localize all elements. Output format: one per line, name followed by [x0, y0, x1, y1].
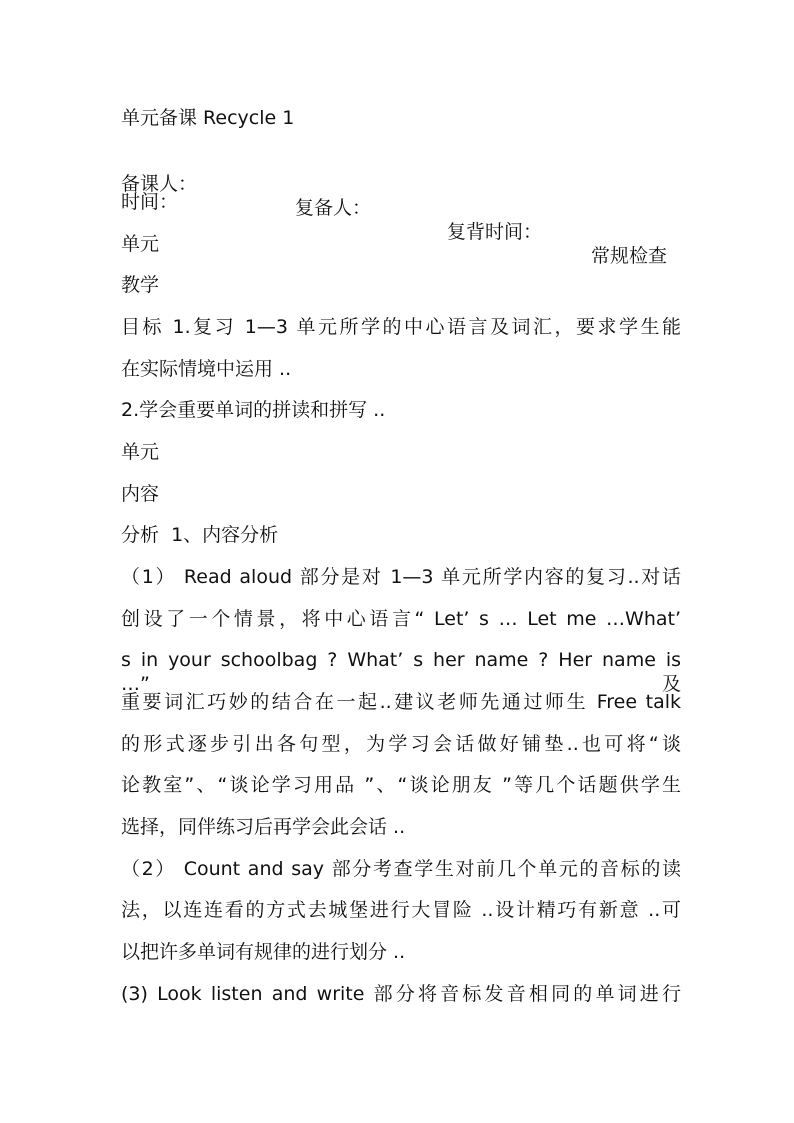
text-line: (3) Look listen and write 部分将音标发音相同的单词进行 [121, 983, 681, 1005]
text-line: 论教室”、“谈论学习用品 ”、“谈论朋友 ”等几个话题供学生 [121, 774, 681, 796]
text-line: 分析 1、内容分析 [121, 524, 279, 546]
review-time-label: 复背时间： [447, 221, 543, 243]
document-title: 单元备课 Recycle 1 [121, 107, 295, 129]
text-line: （2） Count and say 部分考查学生对前几个单元的音标的读 [121, 858, 681, 880]
text-line: 法，以连连看的方式去城堡进行大冒险 ..设计精巧有新意 ..可 [121, 899, 681, 921]
text-line: s in your schoolbag ? What’ s her name ? Her name is …”及 [121, 649, 681, 695]
text-line: 选择，同伴练习后再学会此会话 .. [121, 816, 406, 838]
text-line: 内容 [121, 483, 160, 505]
text-line: 目标 1.复习 1—3 单元所学的中心语言及词汇，要求学生能 [121, 316, 681, 338]
text-line: 重要词汇巧妙的结合在一起..建议老师先通过师生 Free talk [121, 691, 681, 713]
text-line: 时间： [121, 191, 179, 213]
text-line: （1） Read aloud 部分是对 1—3 单元所学内容的复习..对话 [121, 566, 681, 588]
header-fields-row [121, 148, 681, 292]
text-line: 单元 [121, 441, 160, 463]
text-line: 以把许多单词有规律的进行划分 .. [121, 941, 406, 963]
text-line: 在实际情境中运用 .. [121, 358, 292, 380]
routine-check-label: 常规检查 [591, 245, 668, 267]
text-line: 创设了一个情景，将中心语言“ Let’ s … Let me …What’ [121, 608, 681, 630]
text-line: 的形式逐步引出各句型，为学习会话做好铺垫..也可将“谈 [121, 733, 681, 755]
reviewer-label: 复备人： [295, 197, 372, 219]
text-line: 2.学会重要单词的拼读和拼写 .. [121, 399, 386, 421]
text-line: 单元 [121, 233, 160, 255]
preparer-label: 备课人： [121, 173, 198, 195]
text-line: 教学 [121, 274, 160, 296]
